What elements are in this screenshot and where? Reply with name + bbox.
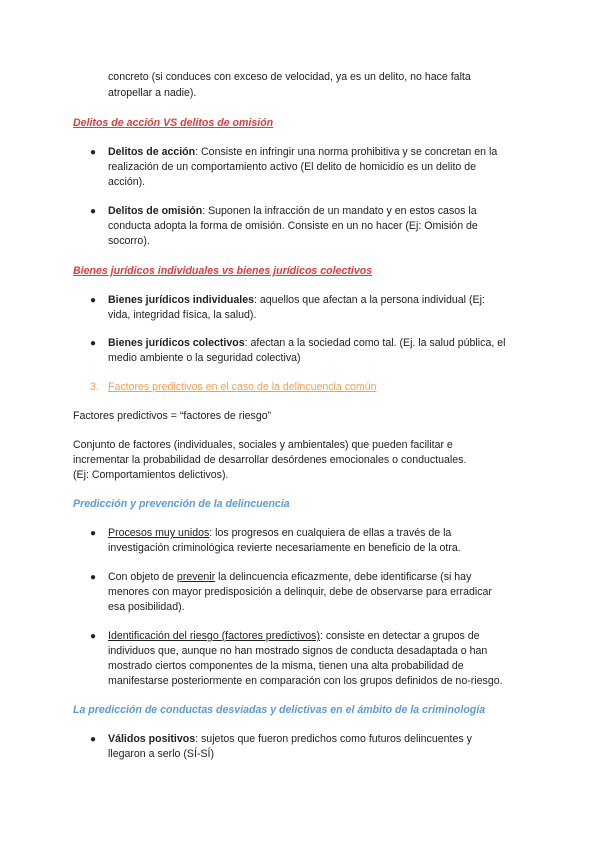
item-text: Con objeto de	[108, 571, 177, 583]
item-line: llegaron a serlo (SÍ-SÍ)	[108, 748, 214, 760]
bullet-icon: ●	[90, 631, 97, 642]
term-identificacion-riesgo: Identificación del riesgo (factores predictivos)	[108, 630, 320, 642]
item-line: realización de un comportamiento activo (El delito de homicidio es un delito de	[108, 161, 477, 173]
bullet-icon: ●	[90, 147, 97, 158]
term-delitos-accion: Delitos de acción	[108, 146, 196, 158]
item-text: : los progresos en cualquiera de ellas a través de la	[209, 527, 452, 539]
bullet-icon: ●	[90, 338, 97, 349]
item-procesos-unidos	[108, 526, 451, 541]
item-validos-positivos	[108, 732, 472, 747]
intro-line-1: concreto (si conduces con exceso de velocidad, ya es un delito, no hace falta	[108, 71, 471, 83]
factores-paragraph-line: incrementar la probabilidad de desarrollar desórdenes emocionales o conductuales.	[73, 454, 467, 466]
bullet-icon: ●	[90, 295, 97, 306]
heading-bienes-juridicos: Bienes jurídicos individuales vs bienes jurídicos colectivos	[73, 265, 373, 277]
item-line: individuos que, aunque no han mostrado signos de conducta desadaptada o han	[108, 645, 488, 657]
item-line: investigación criminológica revierte necesariamente en beneficio de la otra.	[108, 542, 461, 554]
item-text: : Suponen la infracción de un mandato y en estos casos la	[202, 205, 477, 217]
term-bienes-individuales: Bienes jurídicos individuales	[108, 294, 255, 306]
item-line: vida, integridad física, la salud).	[108, 309, 257, 321]
item-line: esa posibilidad).	[108, 601, 185, 613]
item-line: socorro).	[108, 235, 150, 247]
item-text: la delincuencia eficazmente, debe identificarse (si hay	[215, 571, 472, 583]
item-identificacion-riesgo	[108, 629, 480, 644]
item-text: : consiste en detectar a grupos de	[319, 630, 480, 642]
factores-paragraph-line: Conjunto de factores (individuales, sociales y ambientales) que pueden facilitar e	[73, 439, 453, 451]
item-line: medio ambiente o la seguridad colectiva)	[108, 352, 301, 364]
item-line: conducta adopta la forma de omisión. Consiste en un no hacer (Ej: Omisión de	[108, 220, 478, 232]
item-line: mostrado ciertos componentes de la misma, tienen una alta probabilidad de	[108, 660, 464, 672]
item-text: : afectan a la sociedad como tal. (Ej. la salud pública, el	[244, 337, 506, 349]
term-delitos-omision: Delitos de omisión	[108, 205, 203, 217]
item-line: menores con mayor predisposición a delinquir, debe de observarse para erradicar	[108, 586, 492, 598]
item-bienes-individuales	[108, 293, 485, 308]
term-prevenir: prevenir	[176, 571, 216, 583]
heading-prediccion-prevencion: Predicción y prevención de la delincuencia	[73, 498, 290, 510]
bullet-icon: ●	[90, 572, 97, 583]
term-validos-positivos: Válidos positivos	[108, 733, 196, 745]
term-bienes-colectivos: Bienes jurídicos colectivos	[108, 337, 245, 349]
item-line: acción).	[108, 176, 146, 188]
item-bienes-colectivos	[108, 336, 505, 351]
factores-definition: Factores predictivos = “factores de riesgo”	[73, 410, 272, 422]
term-procesos-unidos: Procesos muy unidos	[108, 527, 210, 539]
item-text: : sujetos que fueron predichos como futuros delincuentes y	[195, 733, 472, 745]
item-text: : Consiste en infringir una norma prohibitiva y se concretan en la	[195, 146, 498, 158]
item-delitos-omision	[108, 204, 477, 219]
heading-factores-predictivos: Factores predictivos en el caso de la delincuencia común	[108, 381, 377, 393]
factores-paragraph-line: (Ej: Comportamientos delictivos).	[73, 469, 229, 481]
bullet-icon: ●	[90, 734, 97, 745]
intro-line-2: atropellar a nadie).	[108, 87, 197, 99]
item-delitos-accion	[108, 145, 497, 160]
bullet-icon: ●	[90, 206, 97, 217]
section-number: 3.	[90, 381, 99, 393]
heading-prediccion-conductas: La predicción de conductas desviadas y delictivas en el ámbito de la criminología	[73, 704, 486, 716]
item-line: manifestarse posteriormente en comparación con los grupos definidos de no-riesgo.	[108, 675, 503, 687]
item-text: : aquellos que afectan a la persona individual (Ej:	[254, 294, 485, 306]
heading-delitos-accion-omision: Delitos de acción VS delitos de omisión	[73, 117, 274, 129]
bullet-icon: ●	[90, 528, 97, 539]
item-prevenir	[108, 570, 471, 585]
